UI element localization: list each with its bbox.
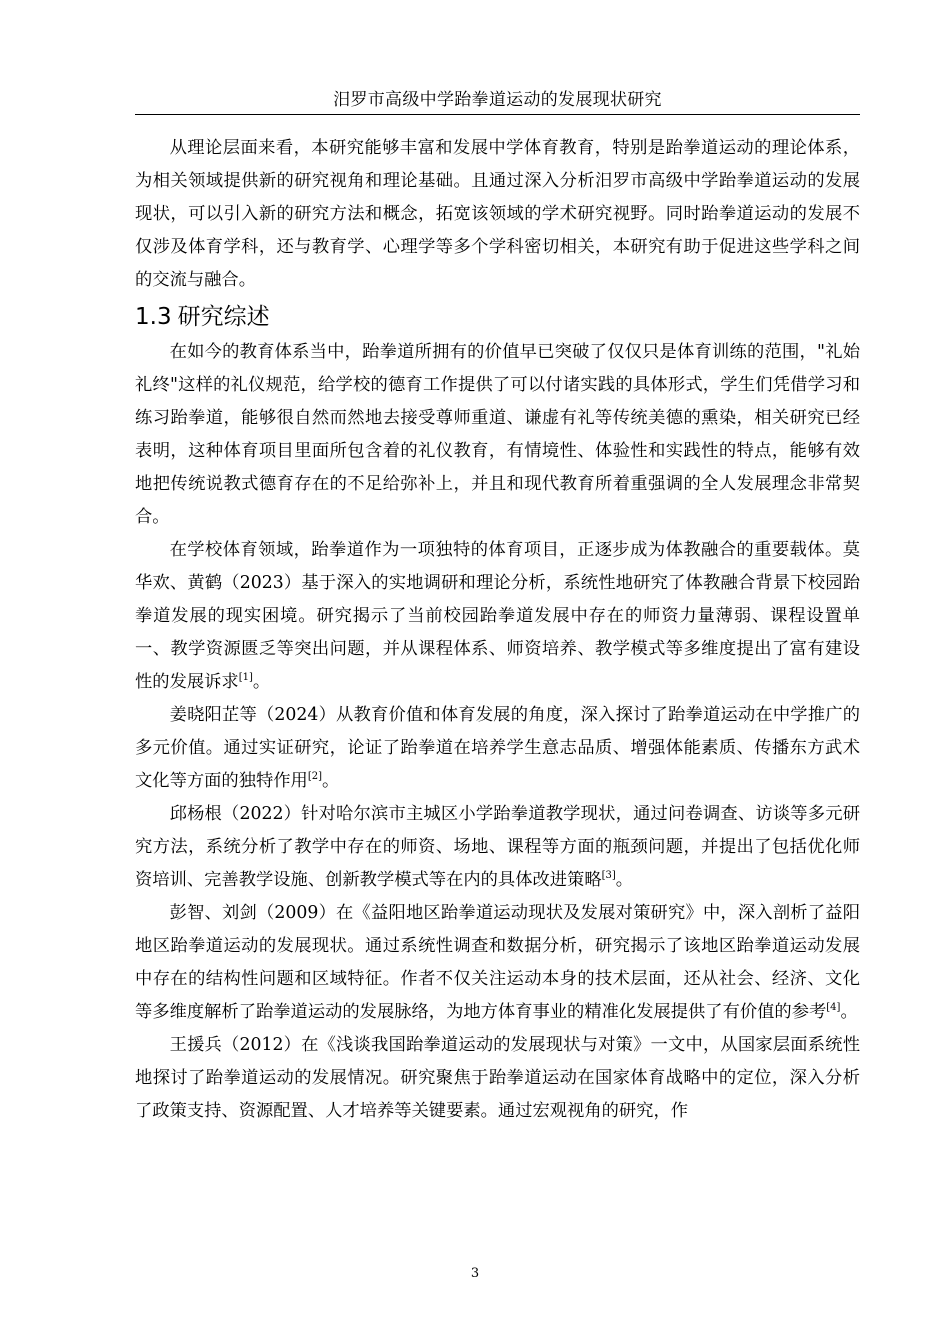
citation-ref-3: [3] [601, 870, 616, 882]
paragraph-end: 。 [615, 870, 634, 890]
paragraph-review-4 [135, 897, 860, 1029]
paragraph-text: 在学校体育领域，跆拳道作为一项独特的体育项目，正逐步成为体教融合的重要载体。莫华欢、黄鹤（2023）基于深入的实地调研和理论分析，系统性地研究了体教融合背景下校园跆拳道发展的现实困境。研究揭示了当前校园跆拳道发展中存在的师资力量薄弱、课程设置单一、教学资源匮乏等突出问题，并从课程体系、师资培养、教学模式等多维度提出了富有建设性的发展诉求 [135, 540, 860, 692]
page-body [135, 132, 860, 1128]
paragraph-text: 彭智、刘剑（2009）在《益阳地区跆拳道运动现状及发展对策研究》中，深入剖析了益阳地区跆拳道运动的发展现状。通过系统性调查和数据分析，研究揭示了该地区跆拳道运动发展中存在的结构性问题和区域特征。作者不仅关注运动本身的技术层面，还从社会、经济、文化等多维度解析了跆拳道运动的发展脉络，为地方体育事业的精准化发展提供了有价值的参考 [135, 903, 860, 1022]
header-divider [135, 114, 860, 115]
citation-ref-1: [1] [238, 672, 253, 684]
paragraph-review-5: 王援兵（2012）在《浅谈我国跆拳道运动的发展现状与对策》一文中，从国家层面系统性地探讨了跆拳道运动的发展情况。研究聚焦于跆拳道运动在国家体育战略中的定位，深入分析了政策支持、资源配置、人才培养等关键要素。通过宏观视角的研究，作 [135, 1035, 860, 1121]
paragraph-significance: 从理论层面来看，本研究能够丰富和发展中学体育教育，特别是跆拳道运动的理论体系，为相关领域提供新的研究视角和理论基础。且通过深入分析汨罗市高级中学跆拳道运动的发展现状，可以引入新的研究方法和概念，拓宽该领域的学术研究视野。同时跆拳道运动的发展不仅涉及体育学科，还与教育学、心理学等多个学科密切相关，本研究有助于促进这些学科之间的交流与融合。 [135, 138, 860, 290]
paragraph-review-2 [135, 699, 860, 798]
section-title: 研究综述 [177, 304, 270, 330]
page-number: 3 [470, 1266, 480, 1281]
paragraph-text: 姜晓阳芷等（2024）从教育价值和体育发展的角度，深入探讨了跆拳道运动在中学推广的多元价值。通过实证研究，论证了跆拳道在培养学生意志品质、增强体能素质、传播东方武术文化等方面的独特作用 [135, 705, 860, 791]
paragraph-etiquette: 在如今的教育体系当中，跆拳道所拥有的价值早已突破了仅仅只是体育训练的范围，"礼始礼终"这样的礼仪规范，给学校的德育工作提供了可以付诸实践的具体形式，学生们凭借学习和练习跆拳道，能够很自然而然地去接受尊师重道、谦虚有礼等传统美德的熏染，相关研究已经表明，这种体育项目里面所包含着的礼仪教育，有情境性、体验性和实践性的特点，能够有效地把传统说教式德育存在的不足给弥补上，并且和现代教育所着重强调的全人发展理念非常契合。 [135, 342, 860, 527]
citation-ref-4: [4] [826, 1002, 841, 1014]
paragraph-end: 。 [840, 1002, 858, 1022]
paragraph-text: 邱杨根（2022）针对哈尔滨市主城区小学跆拳道教学现状，通过问卷调查、访谈等多元研究方法，系统分析了教学中存在的师资、场地、课程等方面的瓶颈问题，并提出了包括优化师资培训、完善教学设施、创新教学模式等在内的具体改进策略 [135, 804, 860, 890]
citation-ref-2: [2] [307, 771, 322, 783]
paragraph-end: 。 [252, 672, 271, 692]
section-number: 1.3 [135, 304, 172, 330]
paragraph-review-3 [135, 798, 860, 897]
paragraph-review-1 [135, 534, 860, 699]
paragraph-end: 。 [322, 771, 340, 791]
section-heading [135, 297, 860, 336]
running-header: 汨罗市高级中学跆拳道运动的发展现状研究 [333, 90, 662, 110]
